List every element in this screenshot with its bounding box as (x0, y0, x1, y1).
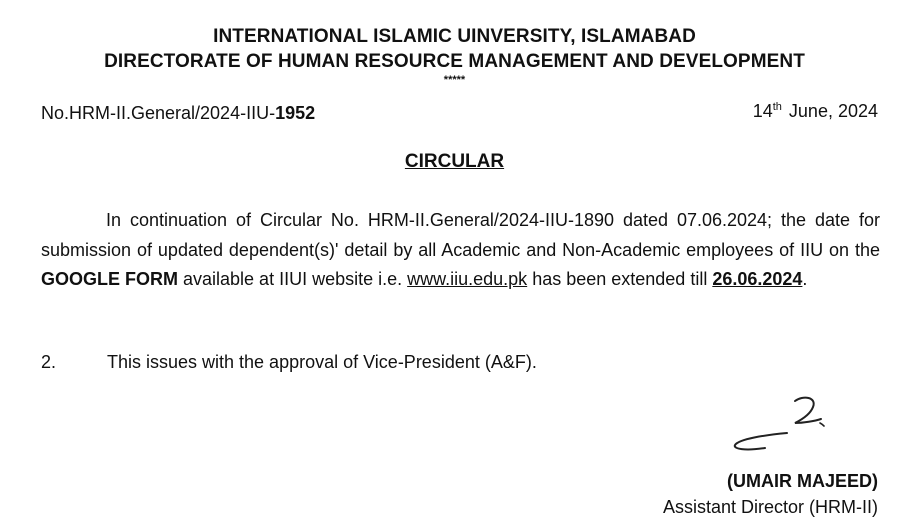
reference-prefix: No.HRM-II.General/2024-IIU- (41, 103, 276, 123)
signatory-designation: Assistant Director (HRM-II) (662, 497, 878, 517)
date-day: 14 (752, 101, 773, 121)
circular-title: CIRCULAR (404, 151, 505, 172)
reference-serial: 1952 (275, 103, 316, 123)
body-item-2 (41, 352, 537, 373)
website-link[interactable]: www.iiu.edu.pk (407, 269, 528, 289)
deadline-date: 26.06.2024 (712, 269, 803, 289)
reference-number (41, 103, 315, 124)
paragraph-end: . (802, 269, 808, 289)
circular-date (753, 101, 878, 122)
paragraph-text-1: In continuation of Circular No. HRM-II.General/2024-IIU-1890 dated 07.06.2024; the date for submission of updated dependent(s)' detail by all Academic and Non-Academic employees of IIU on the (41, 210, 880, 260)
date-rest: June, 2024 (788, 101, 878, 121)
university-name: INTERNATIONAL ISLAMIC UINVERSITY, ISLAMABAD (213, 26, 696, 47)
item-number: 2. (41, 352, 57, 372)
body-paragraph-1 (41, 206, 880, 295)
header-separator: ***** (443, 74, 466, 86)
google-form-text: GOOGLE FORM (41, 269, 178, 289)
item-text: This issues with the approval of Vice-President (A&F). (107, 352, 537, 372)
paragraph-text-3: has been extended till (527, 269, 713, 289)
signature-icon (725, 393, 835, 463)
date-day-suffix: th (772, 101, 782, 113)
directorate-name: DIRECTORATE OF HUMAN RESOURCE MANAGEMENT AND DEVELOPMENT (104, 51, 805, 72)
signatory-name: (UMAIR MAJEED) (727, 471, 878, 491)
paragraph-text-2: available at IIUI website i.e. (178, 269, 408, 289)
